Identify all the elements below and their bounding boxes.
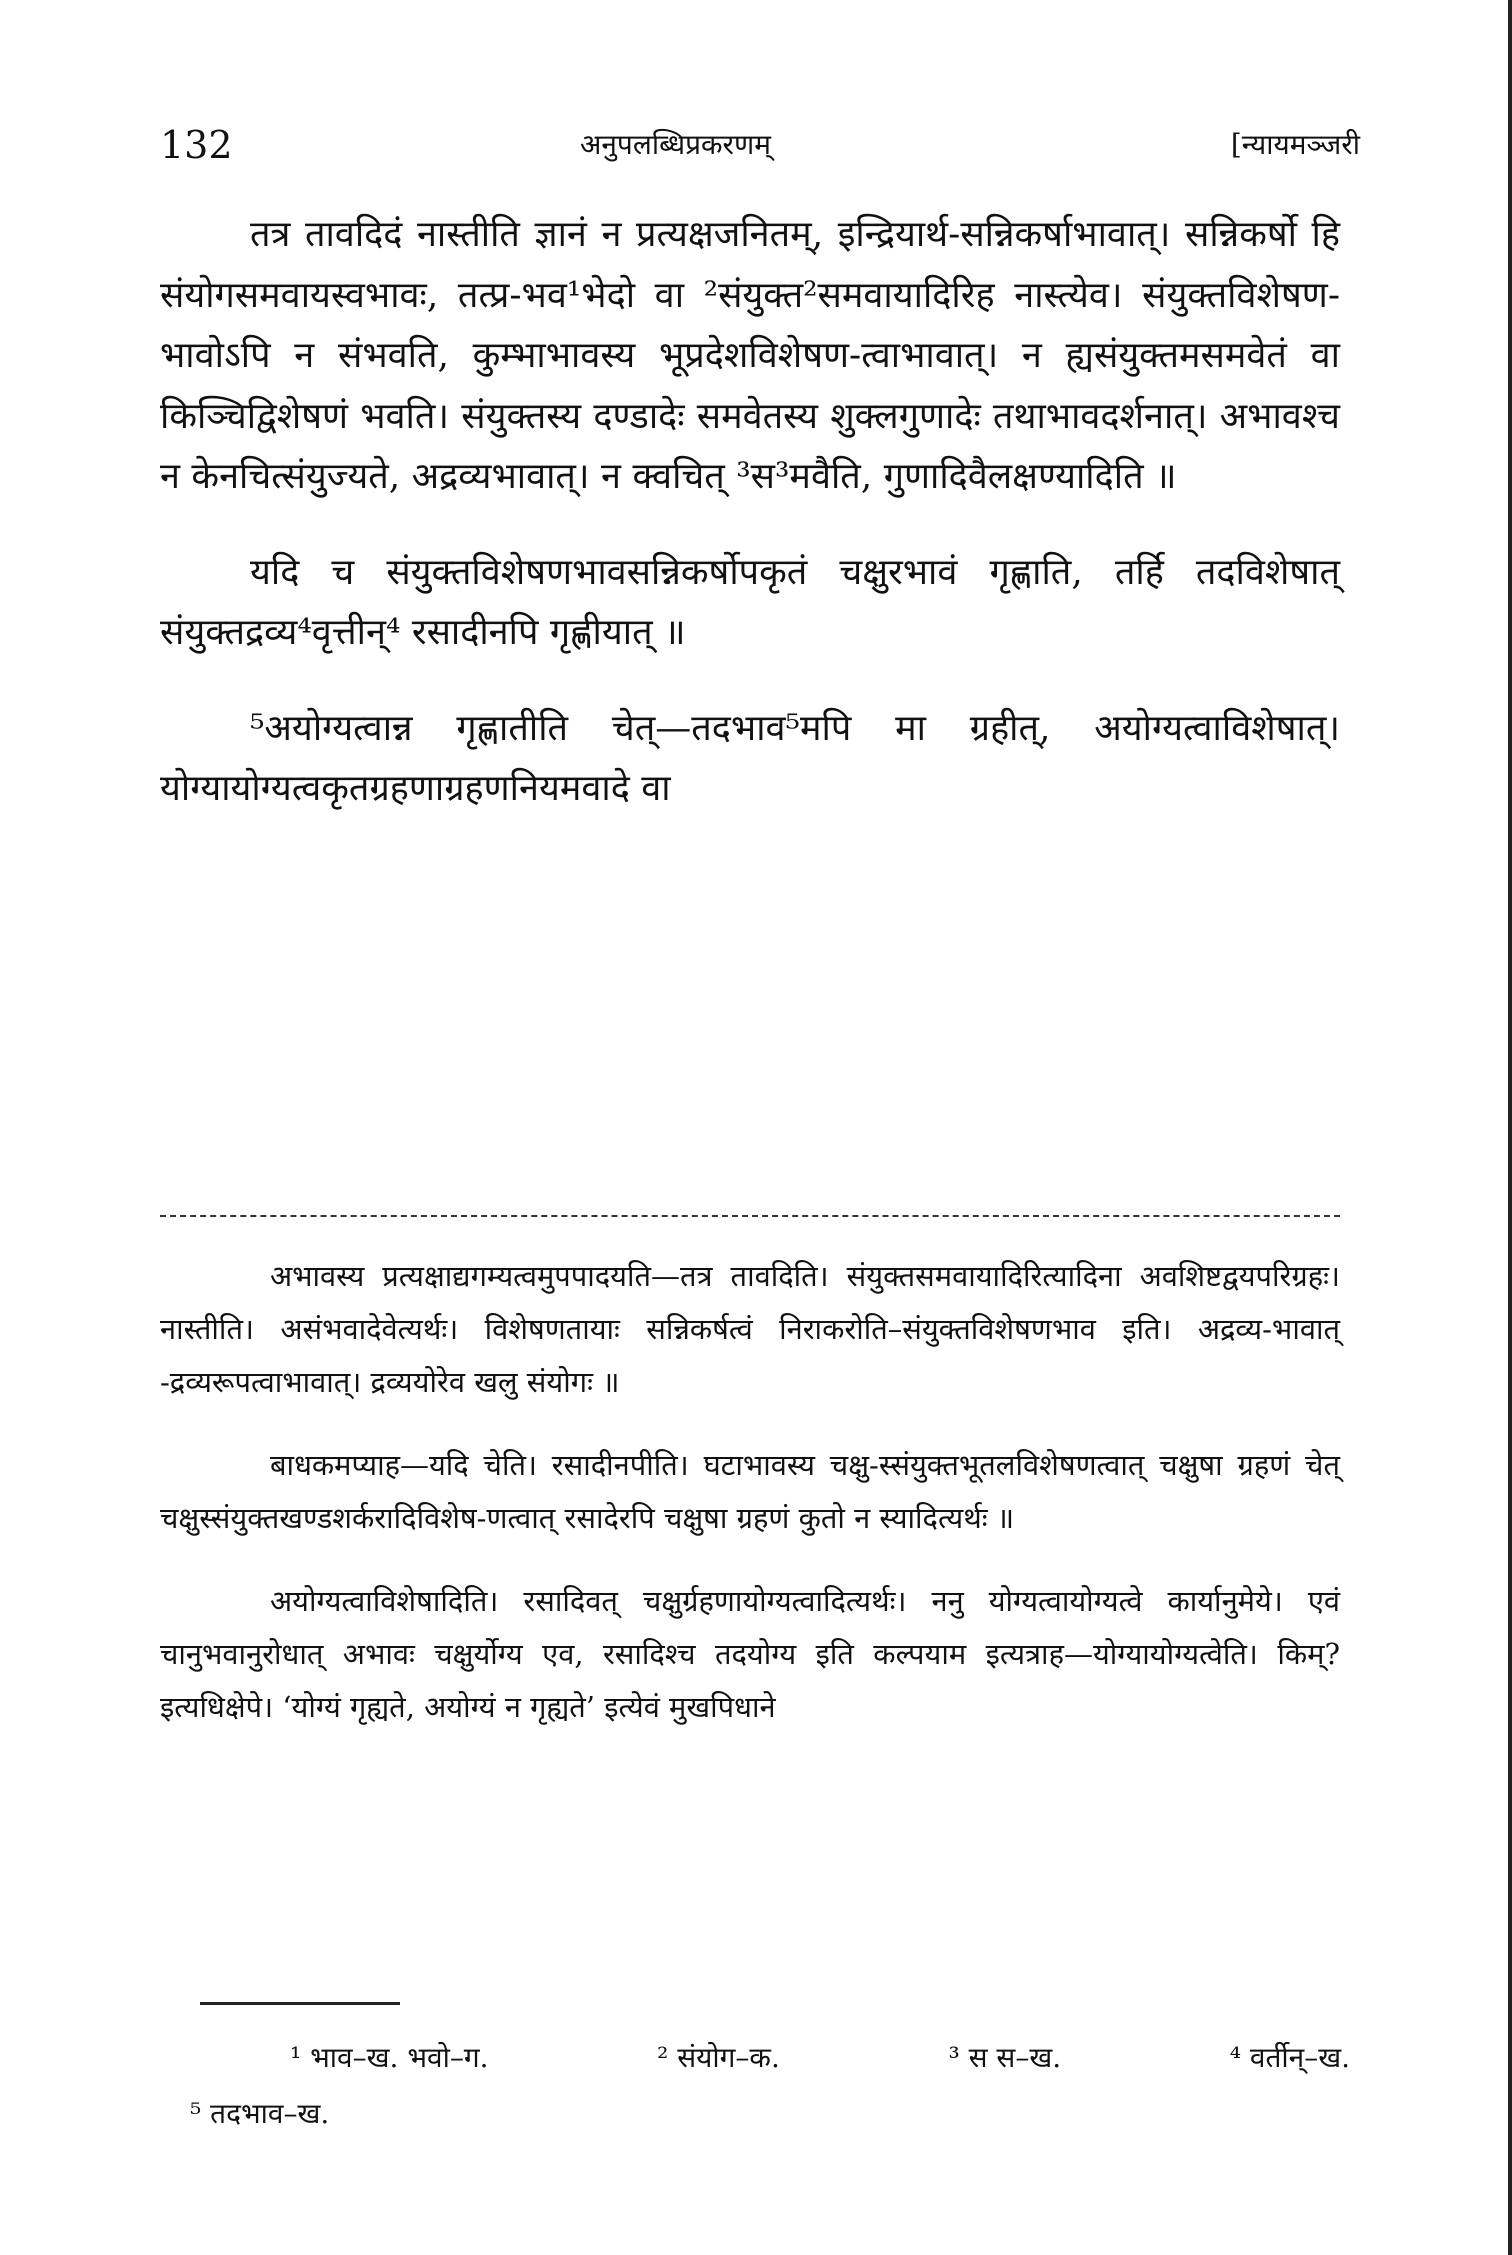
footnote-divider — [200, 2002, 400, 2005]
footnote-row — [190, 2086, 1350, 2142]
footnote-4: ⁴ वर्तीन्–ख. — [1229, 2041, 1350, 2074]
main-paragraph-1: तत्र तावदिदं नास्तीति ज्ञानं न प्रत्यक्षजनितम्, इन्द्रियार्थ-सन्निकर्षाभावात्। सन्निकर्षो हि संयोगसमवायस्वभावः, तत्प्र-भव¹भेदो वा ²संयुक्त²समवायादिरिह नास्त्येव। संयुक्तविशेषण-भावोऽपि न संभवति, कुम्भाभावस्य भूप्रदेशविशेषण-त्वाभावात्। न ह्यसंयुक्तमसमवेतं वा किञ्चिद्विशेषणं भवति। संयुक्तस्य दण्डादेः समवेतस्य शुक्लगुणादेः तथाभावदर्शनात्। अभावश्च न केनचित्संयुज्यते, अद्रव्यभावात्। न क्वचित् ³स³मवैति, गुणादिवैलक्षण्यादिति ॥ — [160, 214, 1340, 497]
footnote-2: ² संयोग–क. — [657, 2041, 780, 2074]
commentary-text — [160, 1250, 1340, 1764]
main-text — [160, 205, 1340, 855]
main-paragraph-3: ⁵अयोग्यत्वान्न गृह्णातीति चेत्—तदभाव⁵मपि मा ग्रहीत्, अयोग्यत्वाविशेषात्। योग्यायोग्यत्वकृतग्रहणाग्रहणनियमवादे वा — [160, 707, 1340, 809]
footnote-row — [190, 2030, 1350, 2086]
text-commentary-divider — [160, 1215, 1340, 1217]
footnote-1: ¹ भाव–ख. भवो–ग. — [290, 2041, 489, 2074]
running-title: अनुपलब्धिप्रकरणम् — [580, 128, 771, 161]
commentary-paragraph-1: अभावस्य प्रत्यक्षाद्यगम्यत्वमुपपादयति—तत्र तावदिति। संयुक्तसमवायादिरित्यादिना अवशिष्टद्वयपरिग्रहः। नास्तीति। असंभवादेवेत्यर्थः। विशेषणतायाः सन्निकर्षत्वं निराकरोति–संयुक्तविशेषणभाव इति। अद्रव्य-भावात् -द्रव्यरूपत्वाभावात्। द्रव्ययोरेव खलु संयोगः ॥ — [160, 1259, 1340, 1399]
footnote-3: ³ स स–ख. — [948, 2041, 1062, 2074]
commentary-paragraph-3: अयोग्यत्वाविशेषादिति। रसादिवत् चक्षुर्ग्रहणायोग्यत्वादित्यर्थः। ननु योग्यत्वायोग्यत्वे कार्यानुमेये। एवं चानुभवानुरोधात् अभावः चक्षुर्योग्य एव, रसादिश्च तदयोग्य इति कल्पयाम इत्यत्राह—योग्यायोग्यत्वेति। किम्? इत्यधिक्षेपे। ‘योग्यं गृह्यते, अयोग्यं न गृह्यते’ इत्येवं मुखपिधाने — [160, 1584, 1340, 1724]
footnote-5: ⁵ तदभाव–ख. — [190, 2097, 330, 2130]
commentary-paragraph-2: बाधकमप्याह—यदि चेति। रसादीनपीति। घटाभावस्य चक्षु-स्संयुक्तभूतलविशेषणत्वात् चक्षुषा ग्रहणं चेत् चक्षुस्संयुक्तखण्डशर्करादिविशेष-णत्वात् रसादेरपि चक्षुषा ग्रहणं कुतो न स्यादित्यर्थः ॥ — [160, 1448, 1340, 1535]
page-number: 132 — [160, 123, 233, 167]
main-paragraph-2: यदि च संयुक्तविशेषणभावसन्निकर्षोपकृतं चक्षुरभावं गृह्णाति, तर्हि तदविशेषात् संयुक्तद्रव्य⁴वृत्तीन्⁴ रसादीनपि गृह्णीयात् ॥ — [160, 551, 1340, 653]
book-title: [न्यायमञ्जरी — [1230, 128, 1360, 161]
page-header — [160, 115, 1360, 175]
footnotes — [190, 2030, 1350, 2142]
page-edge-shadow — [1508, 0, 1512, 2255]
